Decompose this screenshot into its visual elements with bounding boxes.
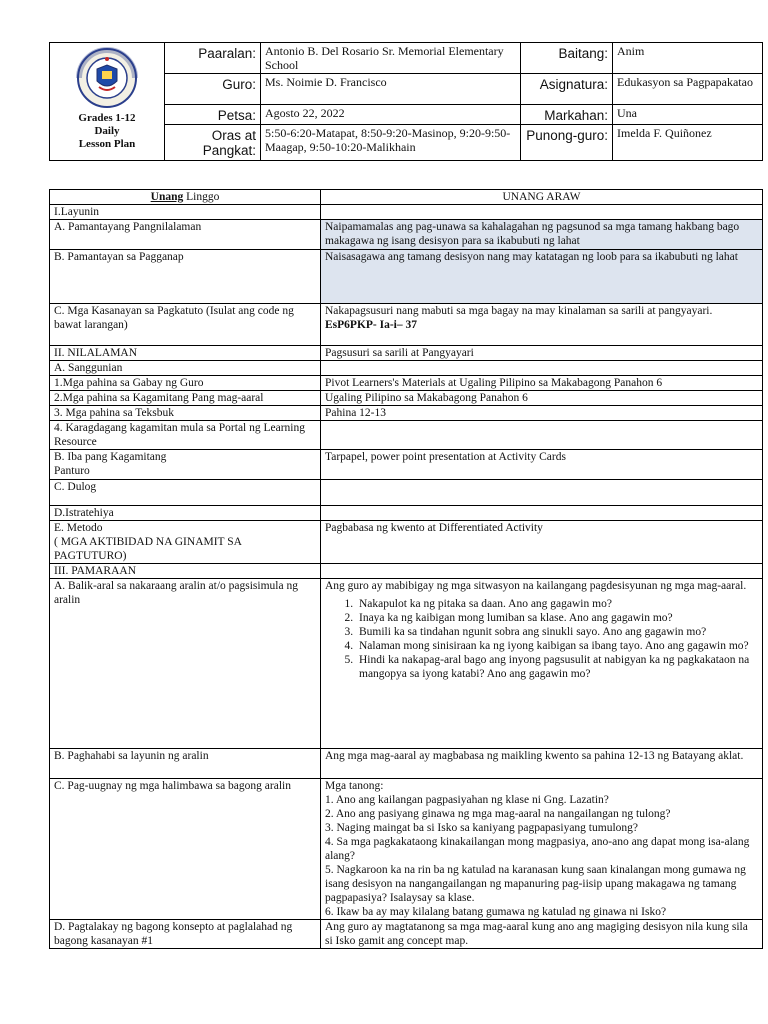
list-item: 1. Ano ang kailangan pagpasiyahan ng klase ni Gng. Lazatin?	[325, 794, 609, 806]
portal-value	[321, 421, 763, 450]
lesson-table	[49, 189, 763, 949]
pag-uugnay-label: C. Pag-uugnay ng mga halimbawa sa bagong aralin	[50, 779, 321, 920]
table-row	[50, 391, 763, 406]
guro-label: Guro:	[165, 74, 261, 105]
punong-guro-label: Punong-guro:	[521, 125, 613, 161]
paaralan-label: Paaralan:	[165, 43, 261, 74]
layunin-label: I.Layunin	[50, 205, 321, 220]
pamantayan-pagganap-label: B. Pamantayan sa Pagganap	[50, 250, 321, 304]
kasanayan-code: EsP6PKP- Ia-i– 37	[325, 319, 417, 331]
list-item: 3. Bumili ka sa tindahan ngunit sobra ang sinukli sayo. Ano ang gagawin mo?	[356, 625, 758, 639]
kasanayan-text: Nakapagsusuri nang mabuti sa mga bagay na may kinalaman sa sarili at pangyayari.	[325, 305, 713, 317]
paaralan-value: Antonio B. Del Rosario Sr. Memorial Elementary School	[261, 43, 521, 74]
table-row	[50, 920, 763, 949]
table-header-row	[50, 190, 763, 205]
oras-label: Oras at Pangkat:	[165, 125, 261, 161]
iba-kagamitan-label	[50, 450, 321, 480]
balik-aral-value	[321, 579, 763, 749]
punong-guro-value: Imelda F. Quiñonez	[613, 125, 763, 161]
kasanayan-label: C. Mga Kasanayan sa Pagkatuto (Isulat ang code ng bawat larangan)	[50, 304, 321, 346]
pagtalakay-value: Ang guro ay magtatanong sa mga mag-aaral kung ano ang magiging desisyon nila kung sila si Isko gamit ang concept map.	[321, 920, 763, 949]
pamantayang-pangnilalaman-label: A. Pamantayang Pangnilalaman	[50, 220, 321, 250]
iba-kagamitan-value: Tarpapel, power point presentation at Activity Cards	[321, 450, 763, 480]
table-row	[50, 406, 763, 421]
tanong-intro: Mga tanong:	[325, 780, 384, 792]
gabay-guro-label: 1.Mga pahina sa Gabay ng Guro	[50, 376, 321, 391]
list-item: 2. Ano ang pasiyang ginawa ng mga mag-aaral na nangailangan ng tulong?	[325, 808, 671, 820]
table-row	[50, 506, 763, 521]
petsa-value: Agosto 22, 2022	[261, 105, 521, 125]
iba-kagamitan-line2: Panturo	[54, 465, 90, 477]
list-item: 1. Nakapulot ka ng pitaka sa daan. Ano ang gagawin mo?	[356, 597, 758, 611]
table-row	[50, 361, 763, 376]
portal-label: 4. Karagdagang kagamitan mula sa Portal ng Learning Resource	[50, 421, 321, 450]
table-row	[50, 779, 763, 920]
balik-aral-label: A. Balik-aral sa nakaraang aralin at/o pagsisimula ng aralin	[50, 579, 321, 749]
list-item: 4. Sa mga pagkakataong kinakailangan mong magpasiya, ano-ano ang dapat mong isa-alang alang?	[325, 836, 750, 862]
lesson-plan-label: Lesson Plan	[78, 138, 136, 150]
table-row	[50, 376, 763, 391]
table-row	[50, 421, 763, 450]
kasanayan-value	[321, 304, 763, 346]
grades-label: Grades 1-12	[78, 112, 136, 124]
table-row	[50, 205, 763, 220]
table-row	[50, 450, 763, 480]
pamaraan-value	[321, 564, 763, 579]
list-item: 3. Naging maingat ba si Isko sa kaniyang pagpapasiyang tumulong?	[325, 822, 638, 834]
petsa-label: Petsa:	[165, 105, 261, 125]
guro-value: Ms. Noimie D. Francisco	[261, 74, 521, 105]
teksbuk-value: Pahina 12-13	[321, 406, 763, 421]
metodo-label	[50, 521, 321, 564]
metodo-value: Pagbabasa ng kwento at Differentiated Activity	[321, 521, 763, 564]
kagamitang-mag-aaral-value: Ugaling Pilipino sa Makabagong Panahon 6	[321, 391, 763, 406]
list-item: 4. Nalaman mong sinisiraan ka ng iyong kaibigan sa ibang tayo. Ano ang gagawin mo?	[356, 639, 758, 653]
week-header	[50, 190, 321, 205]
teksbuk-label: 3. Mga pahina sa Teksbuk	[50, 406, 321, 421]
metodo-line2: ( MGA AKTIBIDAD NA GINAMIT SA PAGTUTURO)	[54, 536, 242, 562]
pagtalakay-label: D. Pagtalakay ng bagong konsepto at paglalahad ng bagong kasanayan #1	[50, 920, 321, 949]
dulog-label: C. Dulog	[50, 480, 321, 506]
list-item: 5. Hindi ka nakapag-aral bago ang inyong pagsusulit at nabigyan ka ng pagkakataon na mangopya sa iyong katabi? Ano ang gagawin mo?	[356, 653, 758, 681]
metodo-line1: E. Metodo	[54, 522, 103, 534]
paghahabi-value: Ang mga mag-aaral ay magbabasa ng maikling kwento sa pahina 12-13 ng Batayang aklat.	[321, 749, 763, 779]
table-row	[50, 220, 763, 250]
week-header-unang: Unang	[150, 191, 184, 203]
sanggunian-label: A. Sanggunian	[50, 361, 321, 376]
pamaraan-label: III. PAMARAAN	[50, 564, 321, 579]
table-row	[50, 304, 763, 346]
pamantayang-pangnilalaman-value: Naipamamalas ang pag-unawa sa kahalagahan ng pagsunod sa mga tamang hakbang bago makagawa ng isang desisyon para sa ikabubuti ng lahat	[321, 220, 763, 250]
table-row	[50, 480, 763, 506]
header-table	[49, 42, 763, 161]
baitang-label: Baitang:	[521, 43, 613, 74]
markahan-value: Una	[613, 105, 763, 125]
balik-aral-intro: Ang guro ay mabibigay ng mga sitwasyon na kailangang pagdesisyunan ng mga mag-aaral.	[325, 580, 747, 592]
markahan-label: Markahan:	[521, 105, 613, 125]
table-row	[50, 250, 763, 304]
baitang-value: Anim	[613, 43, 763, 74]
pamantayan-pagganap-value: Naisasagawa ang tamang desisyon nang may katatagan ng loob para sa ikabubuti ng lahat	[321, 250, 763, 304]
table-row	[50, 579, 763, 749]
paghahabi-label: B. Paghahabi sa layunin ng aralin	[50, 749, 321, 779]
list-item: 2. Inaya ka ng kaibigan mong lumiban sa klase. Ano ang gagawin mo?	[356, 611, 758, 625]
table-row	[50, 346, 763, 361]
kagamitang-mag-aaral-label: 2.Mga pahina sa Kagamitang Pang mag-aaral	[50, 391, 321, 406]
deped-logo-cell	[50, 43, 165, 161]
asignatura-label: Asignatura:	[521, 74, 613, 105]
day-header: UNANG ARAW	[321, 190, 763, 205]
table-row	[50, 564, 763, 579]
sitwasyon-list	[325, 597, 758, 681]
table-row	[50, 521, 763, 564]
asignatura-value: Edukasyon sa Pagpapakatao	[613, 74, 763, 105]
table-row	[50, 749, 763, 779]
deped-seal-icon	[73, 47, 141, 109]
week-header-linggo: Linggo	[183, 191, 220, 203]
nilalaman-value: Pagsusuri sa sarili at Pangyayari	[321, 346, 763, 361]
iba-kagamitan-line1: B. Iba pang Kagamitang	[54, 451, 167, 463]
istratehiya-value	[321, 506, 763, 521]
istratehiya-label: D.Istratehiya	[50, 506, 321, 521]
oras-value: 5:50-6:20-Matapat, 8:50-9:20-Masinop, 9:20-9:50-Maagap, 9:50-10:20-Malikhain	[261, 125, 521, 161]
list-item: 5. Nagkaroon ka na rin ba ng katulad na karanasan kung saan kinalangan mong gumawa ng isang desisyon na nangangailangan ng mapanuring pag-iisip upang makagawa ng tamang pagpapasiya? Isalaysay sa klase.	[325, 864, 746, 904]
layunin-value	[321, 205, 763, 220]
daily-label: Daily	[94, 125, 120, 137]
pag-uugnay-value	[321, 779, 763, 920]
sanggunian-value	[321, 361, 763, 376]
dulog-value	[321, 480, 763, 506]
gabay-guro-value: Pivot Learners's Materials at Ugaling Pilipino sa Makabagong Panahon 6	[321, 376, 763, 391]
list-item: 6. Ikaw ba ay may kilalang batang gumawa ng katulad ng ginawa ni Isko?	[325, 906, 667, 918]
nilalaman-label: II. NILALAMAN	[50, 346, 321, 361]
